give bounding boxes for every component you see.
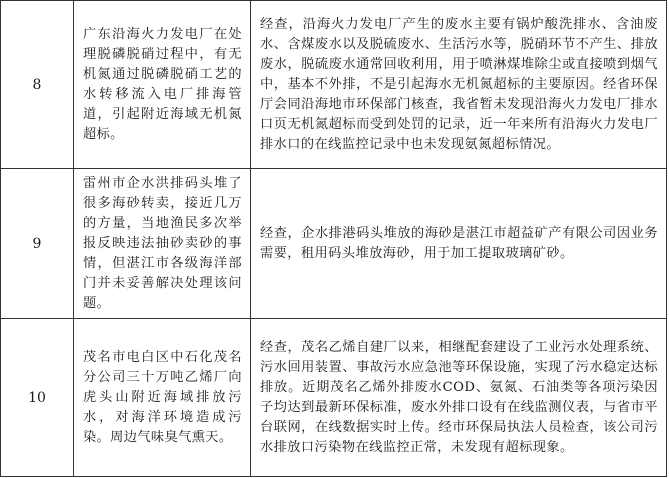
- complaint-text: 广东沿海火力发电厂在处理脱磷脱硝过程中，有无机氮通过脱磷脱硝工艺的水转移流入电厂排海管道，引起附近海域无机氮超标。: [74, 1, 251, 169]
- row-number: 9: [1, 169, 74, 319]
- table-row: [1, 1, 667, 169]
- investigation-result: 经查，沿海火力发电厂产生的废水主要有锅炉酸洗排水、含油废水、含煤废水以及脱硫废水、生活污水等，脱硝环节不产生、排放废水，脱硫废水通常回收利用，用于喷淋煤堆除尘或直接喷到烟气中，基本不外排，不是引起海水无机氮超标的主要原因。经省环保厅会同沿海地市环保部门核查，我省暂未发现沿海火力发电厂排水口页无机氮超标而受到处罚的记录，近一年来所有沿海火力发电厂排水口的在线监控记录中也未发现氨氮超标情况。: [251, 1, 667, 169]
- table-row: [1, 169, 667, 319]
- complaint-text: 茂名市电白区中石化茂名分公司三十万吨乙烯厂向虎头山附近海域排放污水，对海洋环境造成污染。周边气味臭气熏天。: [74, 319, 251, 477]
- investigation-result: 经查，茂名乙烯自建厂以来，相继配套建设了工业污水处理系统、污水回用装置、事故污水应急池等环保设施，实现了污水稳定达标排放。近期茂名乙烯外排废水COD、氨氮、石油类等各项污染因子均达到最新环保标准，废水外排口设有在线监测仪表，与省市平台联网，在线数据实时上传。经市环保局执法人员检查，该公司污水排放口污染物在线监控正常，未发现有超标现象。: [251, 319, 667, 477]
- complaint-text: 雷州市企水洪排码头堆了很多海砂转卖，接近几万的方量，当地渔民多次举报反映违法抽砂卖砂的事情，但湛江市各级海洋部门并未妥善解决处理该问题。: [74, 169, 251, 319]
- table-row: [1, 319, 667, 477]
- row-number: 10: [1, 319, 74, 477]
- investigation-result: 经查，企水排港码头堆放的海砂是湛江市超益矿产有限公司因业务需要，租用码头堆放海砂，用于加工提取玻璃矿砂。: [251, 169, 667, 319]
- row-number: 8: [1, 1, 74, 169]
